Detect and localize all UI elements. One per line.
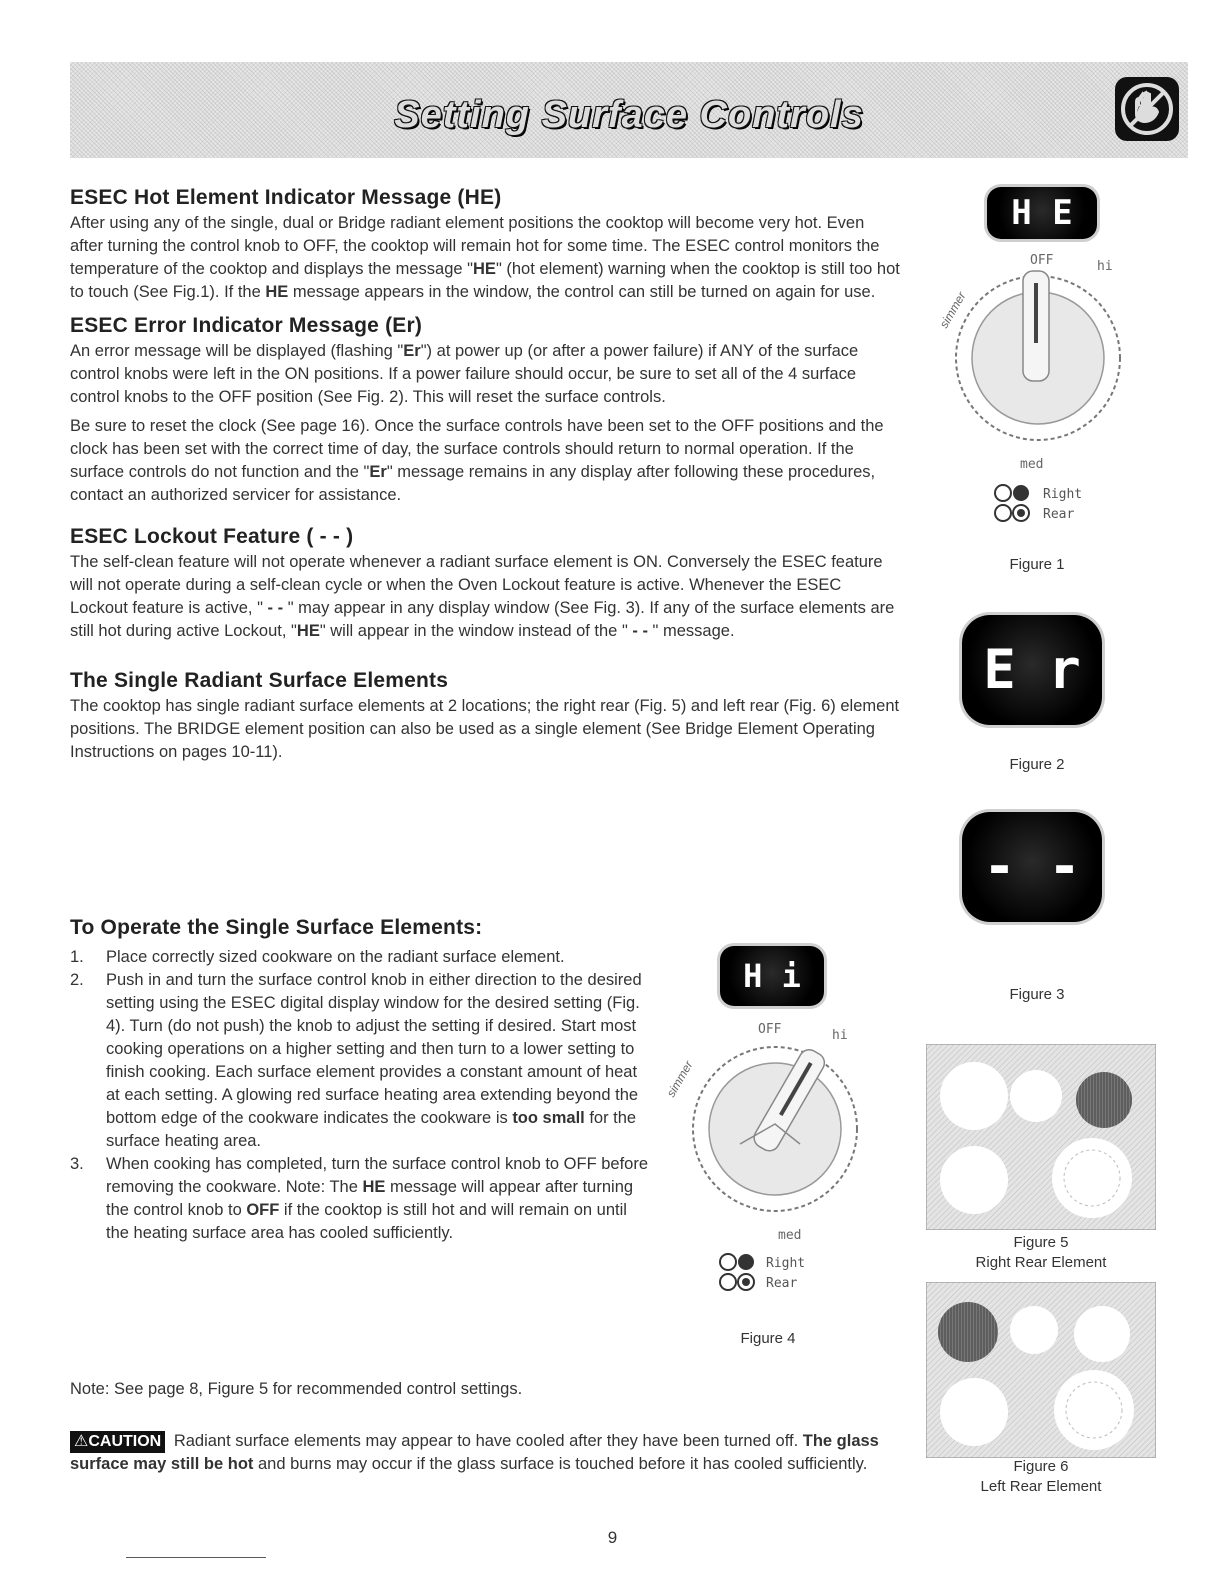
element-position-icon	[718, 1250, 758, 1294]
knob-med-label: med	[1020, 457, 1044, 472]
display-he: H E	[987, 187, 1097, 239]
paragraph-single: The cooktop has single radiant surface elements at 2 locations; the right rear (Fig. 5) and left rear (Fig. 6) element positions. The BRIDGE element position can also be used as a single element (See Bridge Element Operating Instructions on pages 10-11).	[70, 697, 900, 761]
position-rear-label: Rear	[1043, 507, 1075, 522]
knob-off-label: OFF	[1030, 253, 1054, 268]
list-item: 1. Place correctly sized cookware on the radiant surface element.	[70, 948, 565, 966]
paragraph-lockout: The self-clean feature will not operate whenever a radiant surface element is ON. Conversely the ESEC feature will not operate during a self-clean cycle or when the Oven Lockout feature is active. Whenever the ESEC Lockout feature is active, " - - " may appear in any display window (See Fig. 3). If any of the surface elements are still hot during active Lockout, "HE" will appear in the window instead of the " - - " message.	[70, 553, 895, 640]
cooktop-left-rear-element	[926, 1282, 1156, 1458]
control-knob	[943, 263, 1133, 453]
figure-3-caption: Figure 3	[1009, 986, 1065, 1003]
figure-6-subcaption: Left Rear Element	[980, 1478, 1102, 1495]
list-item: 3. When cooking has completed, turn the surface control knob to OFF before removing the cookware. Note: The HE message will appear after turning the control knob to OFF if the cooktop is still hot and will remain on until the heating surface area has cooled sufficiently.	[70, 1155, 649, 1242]
page-banner	[70, 62, 1188, 158]
paragraph-he: After using any of the single, dual or Bridge radiant element positions the cooktop will become very hot. Even after turning the control knob to OFF, the cooktop will remain hot for some time. The ESEC control monitors the temperature of the cooktop and displays the message "HE" (hot element) warning when the cooktop is still too hot to touch (See Fig.1). If the HE message appears in the window, the control can still be turned on again for use.	[70, 214, 900, 301]
page-number: 9	[607, 1528, 618, 1547]
page-title: Setting Surface Controls	[394, 94, 864, 136]
knob-simmer-label: simmer	[663, 1058, 696, 1100]
heading-single: The Single Radiant Surface Elements	[70, 669, 449, 692]
position-right-label: Right	[1043, 487, 1083, 502]
paragraph-er-1: An error message will be displayed (flashing "Er") at power up (or after a power failure) if ANY of the surface control knobs were left in the ON positions. If a power failure should occur, be sure to set all of the 4 surface control knobs to the OFF position (See Fig. 2). This will reset the surface controls.	[70, 342, 859, 406]
figure-4	[660, 930, 900, 1320]
knob-simmer-label: simmer	[936, 289, 969, 331]
heading-operate: To Operate the Single Surface Elements:	[70, 916, 483, 939]
position-right-label: Right	[766, 1256, 806, 1271]
knob-hi-label: hi	[1097, 259, 1113, 274]
control-knob	[680, 1034, 870, 1224]
knob-med-label: med	[778, 1228, 802, 1243]
operate-section	[70, 916, 650, 1245]
figure-2-caption: Figure 2	[1009, 756, 1065, 773]
operate-steps	[70, 946, 650, 1245]
cooktop-right-rear-element	[926, 1044, 1156, 1230]
hand-stop-icon	[1114, 76, 1180, 142]
position-rear-label: Rear	[766, 1276, 798, 1291]
list-item: 2. Push in and turn the surface control knob in either direction to the desired setting using the ESEC digital display window for the desired setting (Fig. 4). Turn (do not push) the knob to adjust the setting if desired. Start most cooking operations on a higher setting and then turn to a lower setting to finish cooking. Each surface element provides a constant amount of heat at each setting. A glowing red surface heating area extending beyond the bottom edge of the cookware indicates the cookware is too small for the surface heating area.	[70, 971, 642, 1150]
knob-off-label: OFF	[758, 1022, 782, 1037]
paragraph-er-2: Be sure to reset the clock (See page 16). Once the surface controls have been set to the OFF positions and the clock has been set with the correct time of day, the surface controls should return to normal operation. If the surface controls do not function and the "Er" message remains in any display after following these procedures, contact an authorized servicer for assistance.	[70, 417, 884, 504]
main-content	[70, 186, 900, 764]
element-position-icon	[993, 481, 1033, 525]
figure-5-subcaption: Right Rear Element	[975, 1254, 1107, 1271]
display-lockout: - -	[962, 812, 1102, 922]
heading-er: ESEC Error Indicator Message (Er)	[70, 314, 423, 337]
heading-lockout: ESEC Lockout Feature ( - - )	[70, 525, 354, 548]
figure-1	[925, 185, 1155, 545]
figure-6-caption: Figure 6	[1013, 1458, 1069, 1475]
knob-hi-label: hi	[832, 1028, 848, 1043]
figure-5-caption: Figure 5	[1013, 1234, 1069, 1251]
display-er: E r	[962, 615, 1102, 725]
display-hi: H i	[720, 946, 824, 1006]
warning-icon: ⚠	[74, 1433, 89, 1450]
footer-line	[126, 1557, 266, 1558]
figure-4-caption: Figure 4	[740, 1330, 796, 1347]
figure-1-caption: Figure 1	[1009, 556, 1065, 573]
heading-he: ESEC Hot Element Indicator Message (HE)	[70, 186, 502, 209]
caution-badge: ⚠CAUTION	[70, 1431, 165, 1453]
note-text: Note: See page 8, Figure 5 for recommended control settings.	[70, 1380, 523, 1398]
caution-paragraph: ⚠CAUTION Radiant surface elements may appear to have cooled after they have been turned off. The glass surface may still be hot and burns may occur if the glass surface is touched before it has cooled sufficiently.	[70, 1432, 879, 1473]
